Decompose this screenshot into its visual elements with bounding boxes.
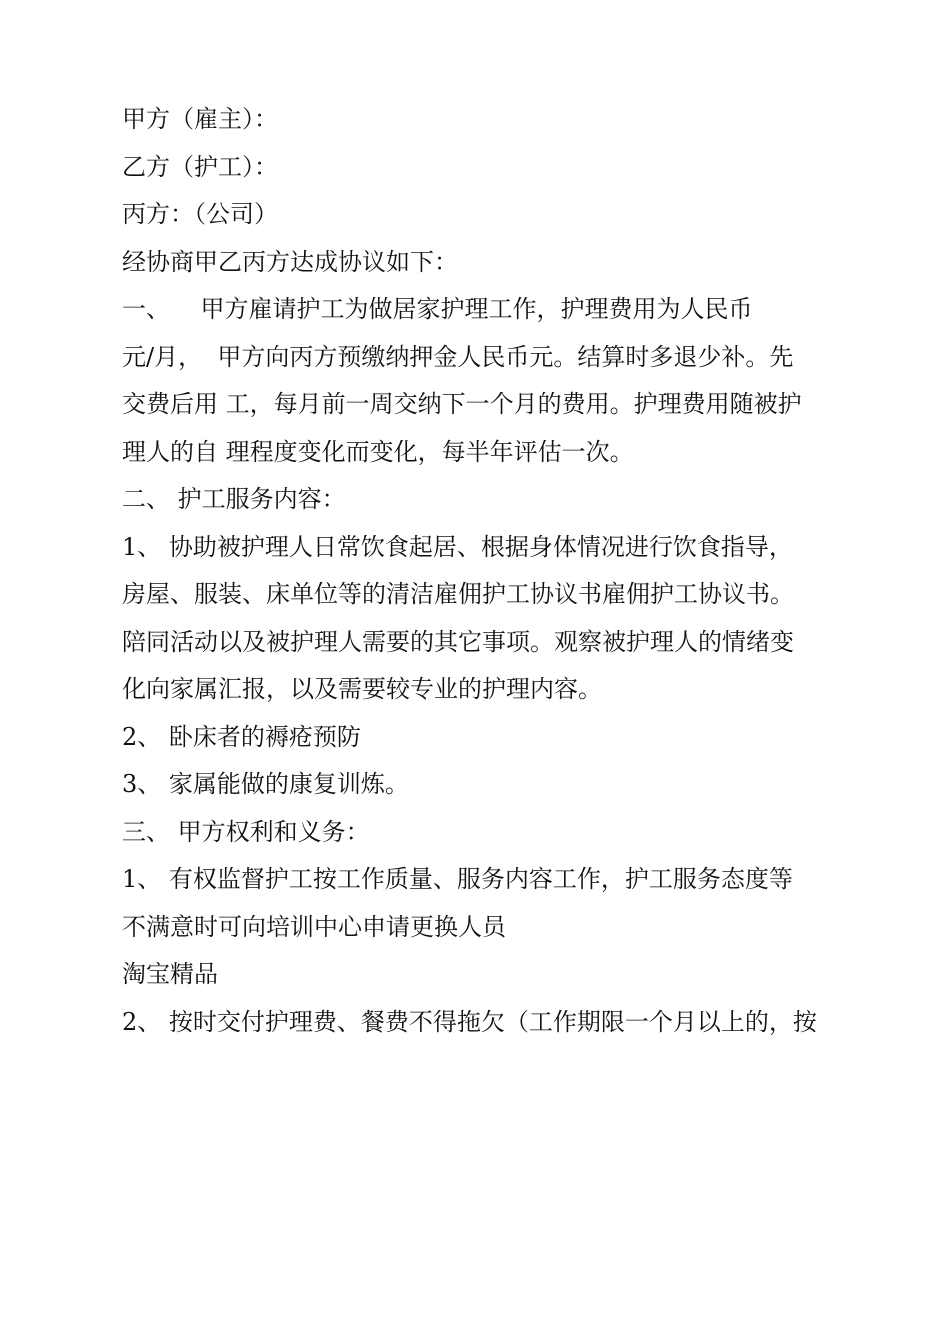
document-body [122, 96, 834, 1046]
section-2-item-3: 3、 家属能做的康复训炼。 [122, 770, 409, 798]
agreement-intro: 经协商甲乙丙方达成协议如下： [122, 247, 458, 276]
clause-1-line-1: 一、 甲方雇请护工为做居家护理工作，护理费用为人民币 [122, 295, 753, 323]
watermark-text: 淘宝精品 [122, 960, 218, 988]
section-3-heading: 三、 甲方权利和义务： [122, 817, 370, 846]
clause-1-line-4: 理人的自 理程度变化而变化，每半年评估一次。 [122, 437, 634, 466]
section-2-item-1-line-4: 化向家属汇报，以及需要较专业的护理内容。 [122, 675, 602, 703]
section-2-item-2: 2、 卧床者的褥疮预防 [122, 722, 361, 751]
party-c-label: 丙方：（公司） [122, 200, 278, 228]
section-2-item-1-line-2: 房屋、服装、床单位等的清洁雇佣护工协议书雇佣护工协议书。 [122, 580, 794, 608]
section-2-item-1-line-1: 1、 协助被护理人日常饮食起居、根据身体情况进行饮食指导， [122, 532, 793, 561]
party-b-label: 乙方（护工）： [122, 152, 278, 181]
party-a-label: 甲方（雇主）： [122, 105, 278, 133]
section-3-item-1-line-1: 1、 有权监督护工按工作质量、服务内容工作，护工服务态度等 [122, 865, 793, 893]
clause-1-line-2: 元/月， 甲方向丙方预缴纳押金人民币元。结算时多退少补。先 [122, 342, 794, 371]
section-2-heading: 二、 护工服务内容： [122, 485, 346, 513]
clause-1-line-3: 交费后用 工，每月前一周交纳下一个月的费用。护理费用随被护 [122, 390, 802, 418]
section-3-item-2-line-1: 2、 按时交付护理费、餐费不得拖欠（工作期限一个月以上的，按 [122, 1007, 817, 1036]
section-3-item-1-line-2: 不满意时可向培训中心申请更换人员 [122, 912, 506, 941]
section-2-item-1-line-3: 陪同活动以及被护理人需要的其它事项。观察被护理人的情绪变 [122, 627, 794, 656]
